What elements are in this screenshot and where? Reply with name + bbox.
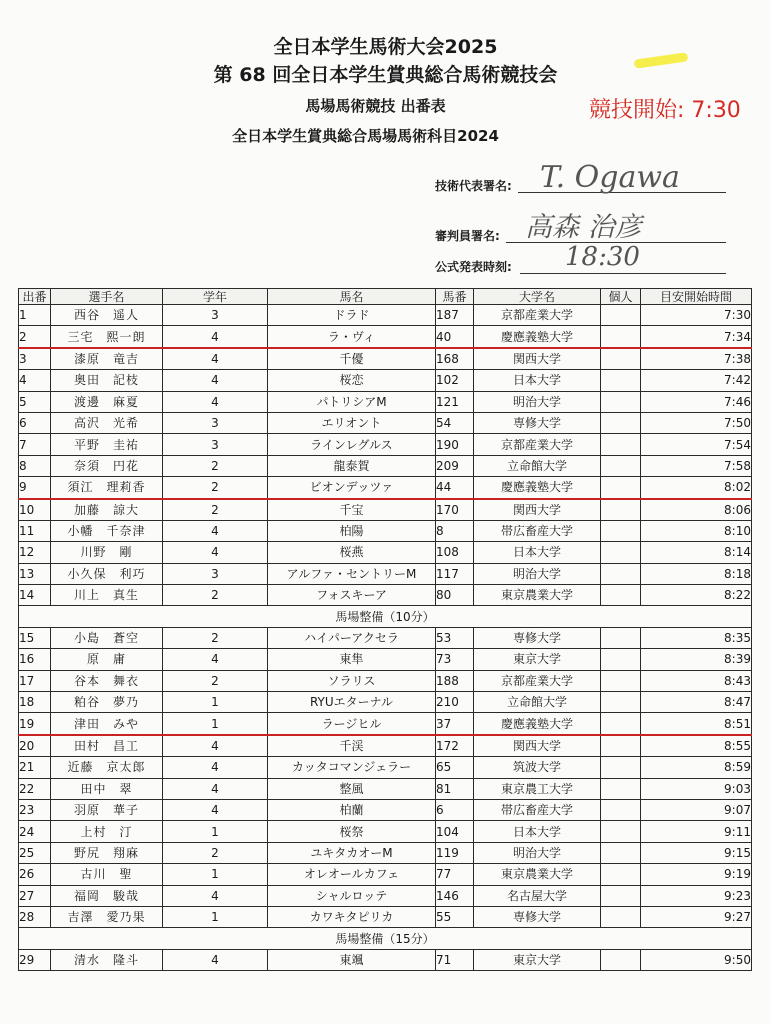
university-cell: 帯広畜産大学 [474,520,601,541]
start-time-cell: 7:30 [641,305,752,326]
university-cell: 専修大学 [474,906,601,927]
university-cell: 明治大学 [474,842,601,863]
horse-number-cell: 188 [436,670,474,691]
td-signature-label: 技術代表署名: [435,179,512,193]
year-cell: 4 [163,348,268,370]
order-cell: 25 [19,842,51,863]
start-time-cell: 8:59 [641,757,752,778]
university-cell: 名古屋大学 [474,885,601,906]
table-row [19,799,752,820]
year-cell: 4 [163,949,268,970]
table-row [19,520,752,541]
competition-title: 第 68 回全日本学生賞典総合馬術競技会 [213,64,558,86]
order-cell: 27 [19,885,51,906]
horse-number-cell: 108 [436,542,474,563]
table-row [19,542,752,563]
individual-cell [601,391,641,412]
table-row [19,842,752,863]
university-cell: 関西大学 [474,499,601,521]
university-cell: 関西大学 [474,735,601,757]
rider-cell: 平野 圭祐 [51,434,163,455]
horse-cell: シャルロッテ [268,885,436,906]
horse-number-cell: 73 [436,649,474,670]
horse-cell: 東颯 [268,949,436,970]
individual-cell [601,885,641,906]
start-time-cell: 9:27 [641,906,752,927]
individual-cell [601,563,641,584]
order-cell: 16 [19,649,51,670]
start-time-cell: 9:50 [641,949,752,970]
order-cell: 3 [19,348,51,370]
horse-cell: アルファ・セントリーM [268,563,436,584]
horse-number-cell: 104 [436,821,474,842]
individual-cell [601,305,641,326]
col-header-individual: 個人 [601,289,641,305]
university-cell: 日本大学 [474,542,601,563]
horse-cell: パトリシアM [268,391,436,412]
rider-cell: 須江 理莉香 [51,477,163,499]
rider-cell: 上村 汀 [51,821,163,842]
order-cell: 7 [19,434,51,455]
horse-cell: オレオールカフェ [268,864,436,885]
horse-cell: 東隼 [268,649,436,670]
individual-cell [601,821,641,842]
university-cell: 明治大学 [474,563,601,584]
start-time-cell: 9:11 [641,821,752,842]
order-cell: 8 [19,455,51,476]
table-row [19,735,752,757]
order-cell: 17 [19,670,51,691]
order-cell: 9 [19,477,51,499]
individual-cell [601,499,641,521]
col-header-horse: 馬名 [268,289,436,305]
year-cell: 3 [163,412,268,433]
order-cell: 2 [19,326,51,348]
horse-number-cell: 37 [436,713,474,735]
year-cell: 1 [163,821,268,842]
table-header-row [19,289,752,305]
individual-cell [601,542,641,563]
year-cell: 3 [163,305,268,326]
individual-cell [601,348,641,370]
start-order-table [18,288,752,971]
horse-number-cell: 121 [436,391,474,412]
published-time-line [520,273,726,274]
year-cell: 2 [163,499,268,521]
col-header-horse-number: 馬番 [436,289,474,305]
horse-number-cell: 190 [436,434,474,455]
horse-number-cell: 80 [436,585,474,606]
td-signature: T. Ogawa [540,160,680,195]
horse-cell: 柏陽 [268,520,436,541]
rider-cell: 加藤 諒大 [51,499,163,521]
rider-cell: 渡邊 麻夏 [51,391,163,412]
start-time-cell: 8:18 [641,563,752,584]
horse-number-cell: 55 [436,906,474,927]
table-row [19,370,752,391]
year-cell: 4 [163,799,268,820]
table-row [19,305,752,326]
maintenance-break-label: 馬場整備（10分） [19,606,752,627]
order-cell: 20 [19,735,51,757]
order-cell: 29 [19,949,51,970]
individual-cell [601,627,641,648]
individual-cell [601,670,641,691]
horse-number-cell: 81 [436,778,474,799]
individual-cell [601,713,641,735]
order-cell: 11 [19,520,51,541]
individual-cell [601,842,641,863]
rider-cell: 川上 真生 [51,585,163,606]
university-cell: 慶應義塾大学 [474,326,601,348]
year-cell: 4 [163,757,268,778]
start-time-cell: 7:50 [641,412,752,433]
year-cell: 2 [163,477,268,499]
rider-cell: 羽原 華子 [51,799,163,820]
start-time-cell: 8:47 [641,692,752,713]
col-header-university: 大学名 [474,289,601,305]
horse-cell: ソラリス [268,670,436,691]
horse-number-cell: 40 [436,326,474,348]
horse-cell: フォスキーア [268,585,436,606]
order-cell: 1 [19,305,51,326]
individual-cell [601,434,641,455]
col-header-rider: 選手名 [51,289,163,305]
table-row [19,778,752,799]
year-cell: 4 [163,370,268,391]
start-time-cell: 8:06 [641,499,752,521]
start-time-cell: 8:43 [641,670,752,691]
start-time-cell: 8:14 [641,542,752,563]
horse-number-cell: 117 [436,563,474,584]
rider-cell: 古川 聖 [51,864,163,885]
university-cell: 京都産業大学 [474,434,601,455]
horse-number-cell: 8 [436,520,474,541]
col-header-order: 出番 [19,289,51,305]
rider-cell: 野尻 翔麻 [51,842,163,863]
university-cell: 東京農工大学 [474,778,601,799]
year-cell: 2 [163,670,268,691]
judge-signature: 高森 治彦 [525,212,642,243]
university-cell: 慶應義塾大学 [474,477,601,499]
table-row [19,885,752,906]
table-row [19,670,752,691]
table-row [19,949,752,970]
start-time-cell: 7:46 [641,391,752,412]
university-cell: 明治大学 [474,391,601,412]
table-row [19,477,752,499]
order-cell: 28 [19,906,51,927]
published-time-label: 公式発表時刻: [435,260,512,274]
horse-cell: RYUエターナル [268,692,436,713]
start-time-cell: 7:38 [641,348,752,370]
horse-number-cell: 71 [436,949,474,970]
university-cell: 東京大学 [474,949,601,970]
table-row [19,864,752,885]
year-cell: 3 [163,563,268,584]
rider-cell: 福岡 駿哉 [51,885,163,906]
university-cell: 東京農業大学 [474,585,601,606]
order-cell: 5 [19,391,51,412]
table-row [19,713,752,735]
published-time: 18:30 [565,242,640,272]
order-cell: 26 [19,864,51,885]
table-row [19,455,752,476]
order-cell: 6 [19,412,51,433]
table-row [19,412,752,433]
rider-cell: 津田 みや [51,713,163,735]
rider-cell: 吉澤 愛乃果 [51,906,163,927]
individual-cell [601,778,641,799]
year-cell: 2 [163,627,268,648]
discipline-title: 馬場馬術競技 出番表 [305,97,446,115]
year-cell: 1 [163,906,268,927]
table-row [19,499,752,521]
start-time-cell: 7:42 [641,370,752,391]
table-row [19,757,752,778]
university-cell: 帯広畜産大学 [474,799,601,820]
order-cell: 19 [19,713,51,735]
year-cell: 4 [163,542,268,563]
rider-cell: 漆原 竜吉 [51,348,163,370]
individual-cell [601,585,641,606]
rider-cell: 原 庸 [51,649,163,670]
start-time-cell: 7:58 [641,455,752,476]
university-cell: 京都産業大学 [474,305,601,326]
table-body [19,305,752,971]
year-cell: 4 [163,326,268,348]
year-cell: 1 [163,713,268,735]
maintenance-break-row [19,928,752,949]
start-time-note: 競技開始: 7:30 [589,98,741,123]
rider-cell: 奥田 記枝 [51,370,163,391]
year-cell: 2 [163,585,268,606]
individual-cell [601,949,641,970]
individual-cell [601,799,641,820]
horse-number-cell: 170 [436,499,474,521]
order-cell: 12 [19,542,51,563]
start-time-cell: 8:35 [641,627,752,648]
rider-cell: 小島 蒼空 [51,627,163,648]
horse-cell: 桜燕 [268,542,436,563]
horse-number-cell: 172 [436,735,474,757]
horse-cell: ラ・ヴィ [268,326,436,348]
university-cell: 筑波大学 [474,757,601,778]
order-cell: 21 [19,757,51,778]
event-title: 全日本学生馬術大会2025 [273,36,498,58]
horse-cell: ハイパーアクセラ [268,627,436,648]
start-time-cell: 9:19 [641,864,752,885]
horse-cell: 千宝 [268,499,436,521]
start-time-cell: 8:10 [641,520,752,541]
table-row [19,391,752,412]
table-row [19,627,752,648]
order-cell: 23 [19,799,51,820]
col-header-start-time: 目安開始時間 [641,289,752,305]
order-cell: 18 [19,692,51,713]
horse-cell: カワキタピリカ [268,906,436,927]
order-cell: 24 [19,821,51,842]
year-cell: 4 [163,735,268,757]
start-time-cell: 7:54 [641,434,752,455]
horse-number-cell: 44 [436,477,474,499]
year-cell: 4 [163,649,268,670]
individual-cell [601,455,641,476]
maintenance-break-label: 馬場整備（15分） [19,928,752,949]
order-cell: 13 [19,563,51,584]
table-row [19,326,752,348]
university-cell: 専修大学 [474,412,601,433]
rider-cell: 小幡 千奈津 [51,520,163,541]
rider-cell: 小久保 利巧 [51,563,163,584]
year-cell: 4 [163,778,268,799]
university-cell: 京都産業大学 [474,670,601,691]
horse-cell: 柏蘭 [268,799,436,820]
start-time-cell: 8:51 [641,713,752,735]
horse-cell: ドラド [268,305,436,326]
table-row [19,821,752,842]
rider-cell: 川野 剛 [51,542,163,563]
individual-cell [601,906,641,927]
year-cell: 3 [163,434,268,455]
individual-cell [601,520,641,541]
start-time-cell: 9:23 [641,885,752,906]
individual-cell [601,649,641,670]
university-cell: 東京大学 [474,649,601,670]
test-title: 全日本学生賞典総合馬場馬術科目2024 [232,127,499,145]
table-row [19,649,752,670]
horse-number-cell: 119 [436,842,474,863]
table-row [19,906,752,927]
horse-cell: ユキタカオーM [268,842,436,863]
horse-number-cell: 53 [436,627,474,648]
horse-cell: ビオンデッツァ [268,477,436,499]
rider-cell: 近藤 京太郎 [51,757,163,778]
start-time-cell: 8:22 [641,585,752,606]
start-time-cell: 9:07 [641,799,752,820]
table-row [19,563,752,584]
start-time-cell: 8:02 [641,477,752,499]
university-cell: 日本大学 [474,821,601,842]
university-cell: 慶應義塾大学 [474,713,601,735]
start-time-cell: 9:03 [641,778,752,799]
individual-cell [601,692,641,713]
year-cell: 2 [163,455,268,476]
rider-cell: 谷本 舞衣 [51,670,163,691]
rider-cell: 田中 翠 [51,778,163,799]
horse-cell: 桜恋 [268,370,436,391]
individual-cell [601,864,641,885]
university-cell: 立命館大学 [474,455,601,476]
university-cell: 東京農業大学 [474,864,601,885]
horse-cell: 千優 [268,348,436,370]
horse-number-cell: 65 [436,757,474,778]
start-time-cell: 7:34 [641,326,752,348]
table-row [19,348,752,370]
start-time-cell: 8:39 [641,649,752,670]
table-row [19,692,752,713]
university-cell: 日本大学 [474,370,601,391]
order-cell: 15 [19,627,51,648]
individual-cell [601,326,641,348]
individual-cell [601,412,641,433]
col-header-year: 学年 [163,289,268,305]
year-cell: 4 [163,391,268,412]
year-cell: 1 [163,864,268,885]
order-cell: 14 [19,585,51,606]
horse-cell: 桜祭 [268,821,436,842]
individual-cell [601,370,641,391]
university-cell: 専修大学 [474,627,601,648]
horse-number-cell: 210 [436,692,474,713]
university-cell: 関西大学 [474,348,601,370]
rider-cell: 粕谷 夢乃 [51,692,163,713]
horse-cell: 整風 [268,778,436,799]
rider-cell: 高沢 光希 [51,412,163,433]
individual-cell [601,757,641,778]
rider-cell: 西谷 遥人 [51,305,163,326]
year-cell: 2 [163,842,268,863]
table-row [19,434,752,455]
university-cell: 立命館大学 [474,692,601,713]
horse-number-cell: 209 [436,455,474,476]
year-cell: 4 [163,885,268,906]
order-cell: 4 [19,370,51,391]
start-time-cell: 9:15 [641,842,752,863]
judge-signature-label: 審判員署名: [435,229,500,243]
horse-cell: ラインレグルス [268,434,436,455]
rider-cell: 奈須 円花 [51,455,163,476]
horse-number-cell: 77 [436,864,474,885]
horse-cell: ラージヒル [268,713,436,735]
horse-number-cell: 54 [436,412,474,433]
horse-cell: エリオント [268,412,436,433]
table-row [19,585,752,606]
order-cell: 10 [19,499,51,521]
year-cell: 1 [163,692,268,713]
maintenance-break-row [19,606,752,627]
horse-cell: 千渓 [268,735,436,757]
horse-number-cell: 168 [436,348,474,370]
order-cell: 22 [19,778,51,799]
horse-number-cell: 187 [436,305,474,326]
year-cell: 4 [163,520,268,541]
rider-cell: 三宅 熙一朗 [51,326,163,348]
horse-cell: カッタコマンジェラー [268,757,436,778]
horse-number-cell: 6 [436,799,474,820]
individual-cell [601,477,641,499]
horse-number-cell: 102 [436,370,474,391]
individual-cell [601,735,641,757]
horse-number-cell: 146 [436,885,474,906]
horse-cell: 龍泰賀 [268,455,436,476]
start-time-cell: 8:55 [641,735,752,757]
rider-cell: 清水 隆斗 [51,949,163,970]
rider-cell: 田村 昌工 [51,735,163,757]
